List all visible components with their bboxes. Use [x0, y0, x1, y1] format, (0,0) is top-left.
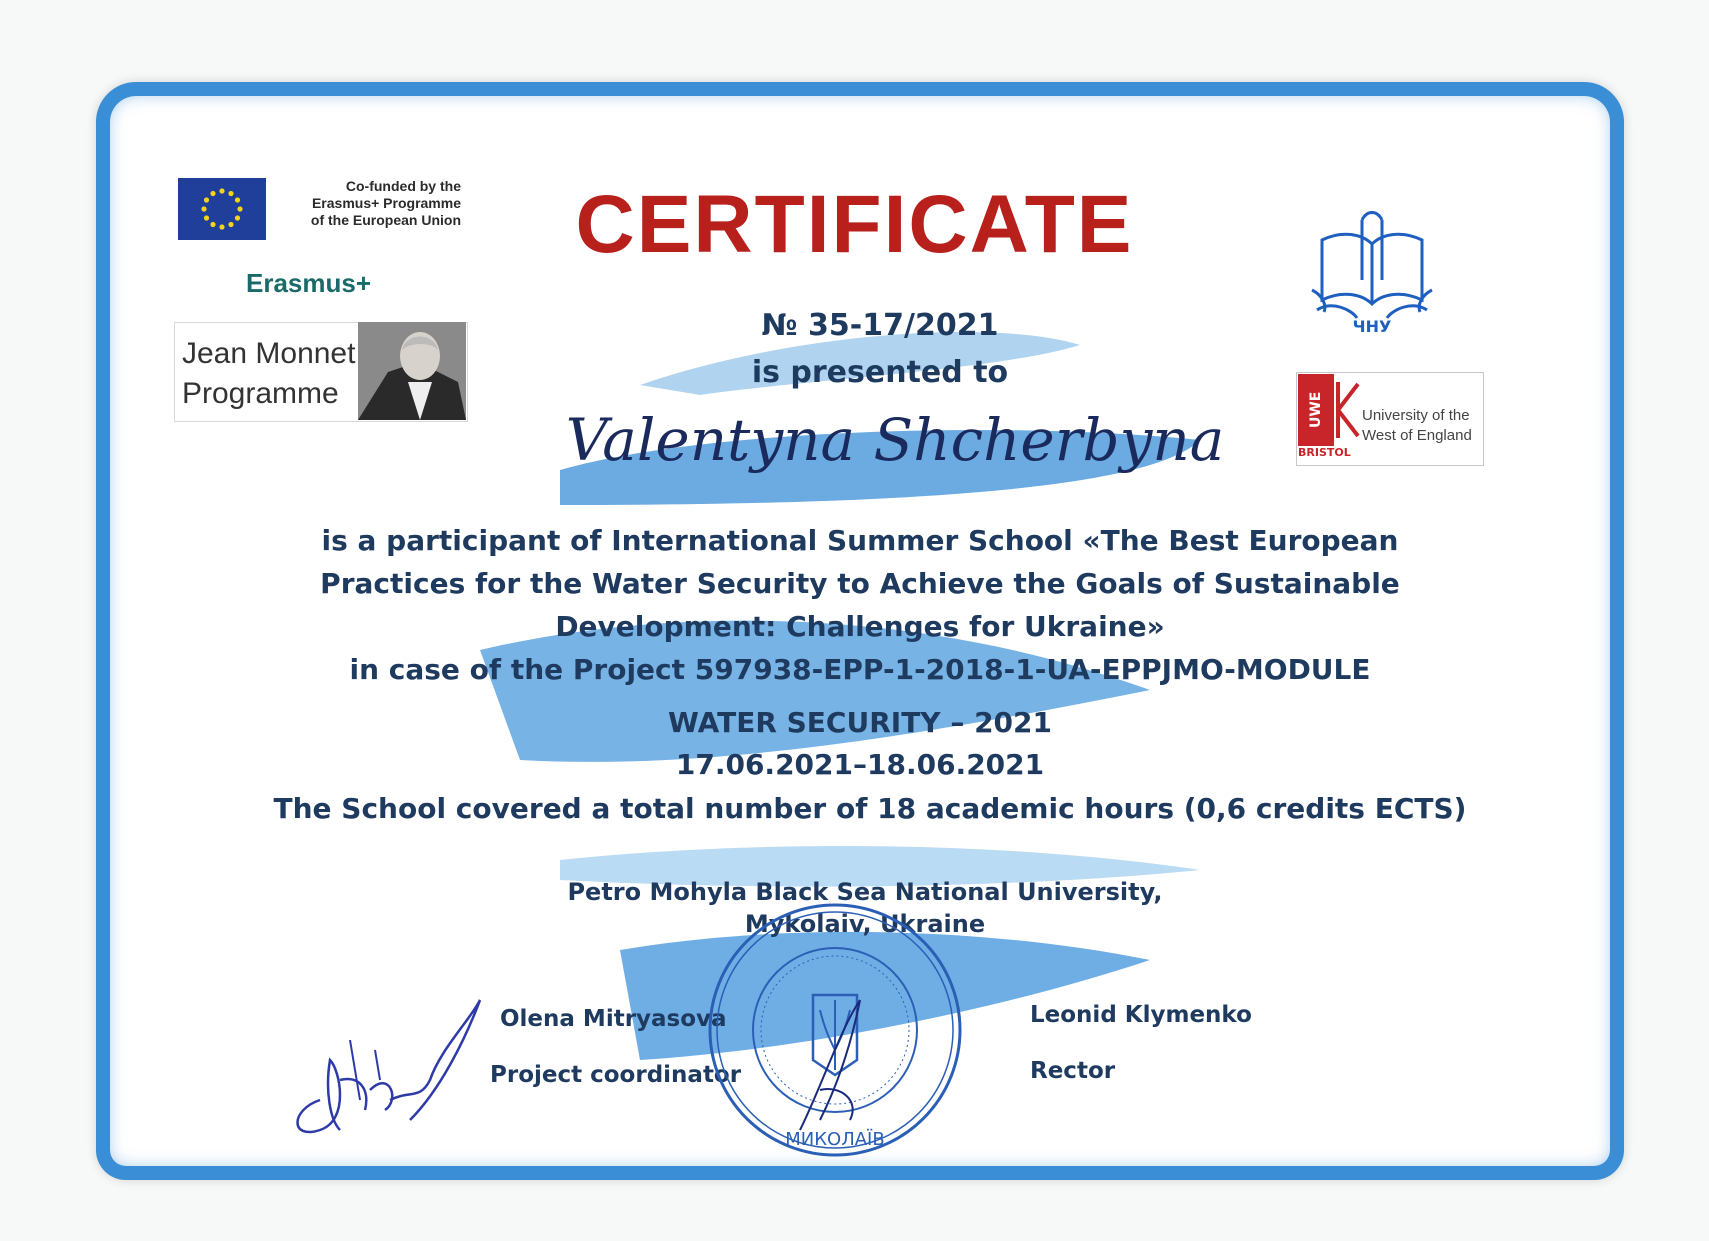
stamp-city-text: МИКОЛАЇВ: [785, 1129, 885, 1150]
rector-signature-icon: [780, 990, 890, 1140]
body-line: in case of the Project 597938-EPP-1-2018-1-UA-EPPJMO-MODULE: [349, 653, 1371, 686]
university-city: Mykolaiv, Ukraine: [744, 910, 986, 938]
erasmus-label: Erasmus+: [246, 268, 372, 298]
event-dates: 17.06.2021–18.06.2021: [675, 748, 1045, 781]
body-line: Practices for the Water Security to Achieve the Goals of Sustainable: [320, 567, 1400, 600]
uwe-city: BRISTOL: [1298, 446, 1351, 459]
uwe-badge: UWE: [1298, 374, 1334, 446]
presented-to-text: is presented to: [751, 355, 1009, 390]
university-name: Petro Mohyla Black Sea National University,: [567, 878, 1163, 906]
certificate-number: № 35-17/2021: [761, 308, 999, 343]
coordinator-role: Project coordinator: [490, 1062, 742, 1088]
coordinator-name: Olena Mitryasova: [500, 1006, 727, 1032]
hours-text: The School covered a total number of 18 academic hours (0,6 credits ECTS): [273, 792, 1467, 825]
rector-name: Leonid Klymenko: [1030, 1002, 1252, 1028]
uwe-name-text: [1362, 406, 1480, 446]
eu-text-line: Erasmus+ Programme: [311, 195, 461, 211]
rector-role: Rector: [1030, 1058, 1116, 1084]
eu-text-line: Co-funded by the: [345, 178, 461, 194]
chnu-logo-label: ЧНУ: [1352, 317, 1392, 336]
jean-monnet-line: Jean Monnet: [182, 337, 356, 370]
eu-text-line: of the European Union: [310, 212, 461, 228]
uwe-text-line: West of England: [1362, 427, 1472, 444]
recipient-name: Valentyna Shcherbyna: [565, 406, 1225, 474]
body-line: Development: Challenges for Ukraine»: [555, 610, 1165, 643]
uwe-emblem-icon: [1334, 378, 1362, 442]
event-name: WATER SECURITY – 2021: [667, 706, 1052, 739]
body-line: is a participant of International Summer School «The Best European: [321, 524, 1399, 557]
jean-monnet-line: Programme: [182, 377, 339, 410]
chnu-logo-icon: [1302, 200, 1442, 340]
uwe-text-line: University of the: [1362, 407, 1470, 424]
coordinator-signature-icon: [280, 980, 490, 1150]
certificate-title: CERTIFICATE: [575, 179, 1134, 270]
